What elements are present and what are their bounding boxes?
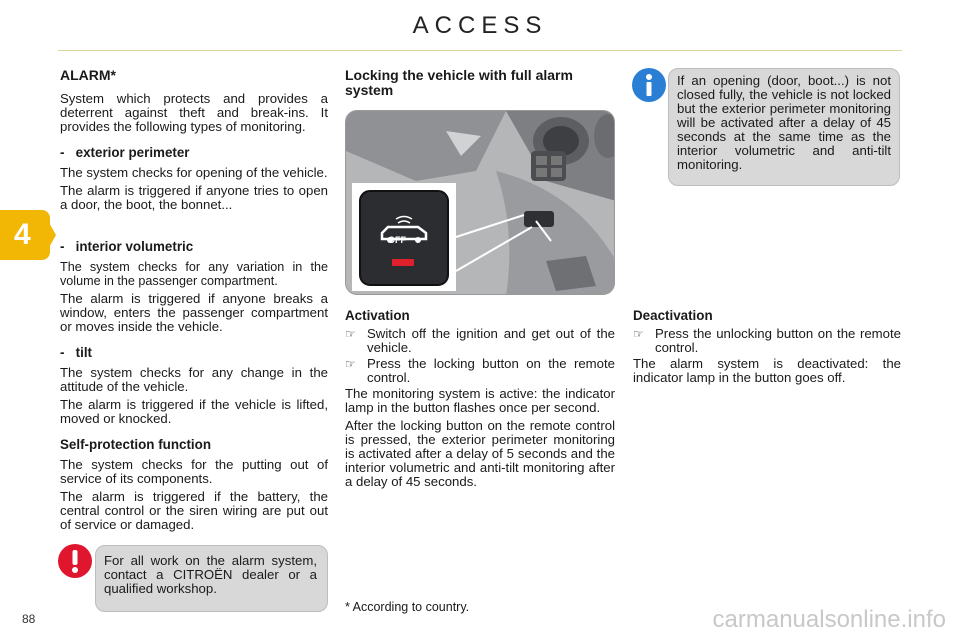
dashboard-photo xyxy=(345,110,615,295)
deactivation-step xyxy=(633,327,901,355)
middle-column xyxy=(345,68,615,108)
info-box xyxy=(668,68,900,186)
interior-p2: The alarm is triggered if anyone breaks a window, enters the passenger compartment or moves inside the vehicle. xyxy=(60,291,328,334)
exterior-p2: The alarm is triggered if anyone tries to open a door, the boot, the bonnet... xyxy=(60,183,328,212)
off-label: OFF xyxy=(388,235,406,245)
deactivation-step-text: Press the unlocking button on the remote control. xyxy=(655,326,901,355)
interior-p1: The system checks for any variation in the volume in the passenger compartment. xyxy=(60,260,328,288)
activation-p1: The monitoring system is active: the indicator lamp in the button flashes once per second. xyxy=(345,386,615,415)
self-protection-p2: The alarm is triggered if the battery, the central control or the siren wiring are put out of service or damaged. xyxy=(60,489,328,532)
page-number: 88 xyxy=(22,612,36,626)
dash-marker: - xyxy=(60,145,65,160)
chapter-number: 4 xyxy=(14,218,31,251)
hand-pointer-icon: ☞ xyxy=(345,327,356,341)
dash-marker: - xyxy=(60,345,65,360)
warning-box xyxy=(95,545,328,612)
activation-step-text: Switch off the ignition and get out of the vehicle. xyxy=(367,326,615,355)
self-protection-heading: Self-protection function xyxy=(60,437,212,452)
exterior-heading xyxy=(60,146,328,160)
dash-marker: - xyxy=(60,239,65,254)
activation-heading: Activation xyxy=(345,308,410,323)
tilt-heading xyxy=(60,346,328,360)
tilt-title: tilt xyxy=(75,345,92,360)
alarm-heading: ALARM* xyxy=(60,67,116,83)
chapter-tab xyxy=(0,210,50,260)
exterior-p1: The system checks for opening of the vehicle. xyxy=(60,165,328,180)
page-title: ACCESS xyxy=(412,12,548,39)
watermark: carmanualsonline.info xyxy=(712,606,946,633)
tilt-p2: The alarm is triggered if the vehicle is lifted, moved or knocked. xyxy=(60,397,328,426)
activation-p2: After the locking button on the remote control is pressed, the exterior perimeter monitoring is activated after a delay of 5 seconds and the interior volumetric and anti-tilt monitoring after a delay of 45 seconds. xyxy=(345,418,615,489)
warning-text: For all work on the alarm system, contact a CITROËN dealer or a qualified workshop. xyxy=(104,553,317,596)
interior-title: interior volumetric xyxy=(75,239,194,254)
hand-pointer-icon: ☞ xyxy=(633,327,644,341)
tilt-p1: The system checks for any change in the attitude of the vehicle. xyxy=(60,365,328,394)
header-divider xyxy=(58,50,902,51)
locking-heading: Locking the vehicle with full alarm system xyxy=(345,67,573,98)
info-icon xyxy=(632,68,666,102)
interior-heading xyxy=(60,240,328,254)
deactivation-heading: Deactivation xyxy=(633,308,713,323)
hand-pointer-icon: ☞ xyxy=(345,357,356,371)
alarm-intro: System which protects and provides a deterrent against theft and break-ins. It provides the following types of monitoring. xyxy=(60,91,328,134)
self-protection-p1: The system checks for the putting out of service of its components. xyxy=(60,457,328,486)
deactivation-section xyxy=(633,309,901,389)
warning-icon xyxy=(58,544,92,578)
exterior-title: exterior perimeter xyxy=(75,145,190,160)
left-column xyxy=(60,68,328,536)
activation-step-text: Press the locking button on the remote control. xyxy=(367,356,615,385)
activation-step xyxy=(345,357,615,385)
activation-step xyxy=(345,327,615,355)
info-text: If an opening (door, boot...) is not closed fully, the vehicle is not locked but the exterior perimeter monitoring will be activated after a delay of 45 seconds at the same time as the interior volumetric and anti-tilt monitoring. xyxy=(677,73,891,172)
deactivation-p1: The alarm system is deactivated: the indicator lamp in the button goes off. xyxy=(633,356,901,385)
activation-section xyxy=(345,309,615,493)
footnote: * According to country. xyxy=(345,600,470,614)
